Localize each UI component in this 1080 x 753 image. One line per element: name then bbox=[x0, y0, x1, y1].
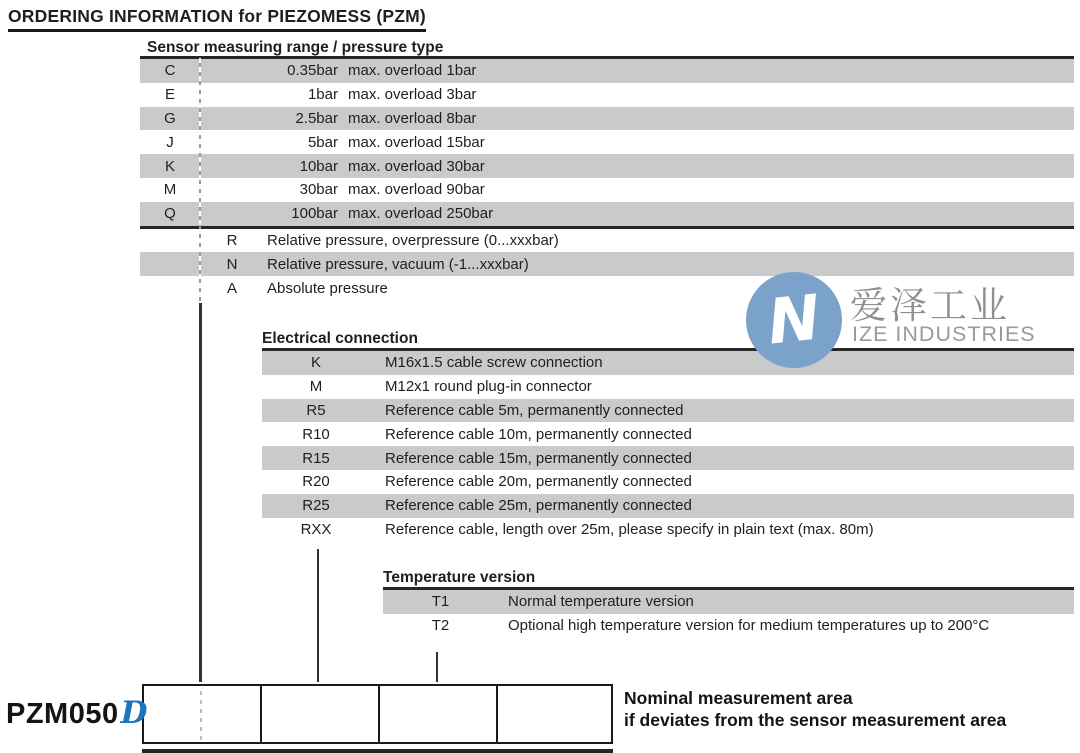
connection-code: R25 bbox=[302, 497, 330, 515]
model-code bbox=[6, 695, 148, 731]
range-overload: max. overload 1bar bbox=[348, 62, 477, 80]
connection-label: Reference cable 5m, permanently connected bbox=[385, 401, 684, 419]
range-overload: max. overload 250bar bbox=[348, 205, 494, 223]
table-row bbox=[140, 154, 1074, 178]
connection-label: Reference cable, length over 25m, please specify in plain text (max. 80m) bbox=[385, 520, 874, 538]
connector-line-pressure bbox=[199, 303, 202, 682]
range-value: 10bar bbox=[299, 157, 338, 175]
temperature-version-table bbox=[383, 587, 1074, 638]
connection-code: K bbox=[310, 354, 321, 372]
company-logo bbox=[744, 270, 1080, 375]
logo-cycle-arrows-icon bbox=[744, 270, 844, 370]
connection-label: Reference cable 15m, permanently connected bbox=[385, 449, 692, 467]
pressure-type-code: R bbox=[226, 231, 238, 249]
table-row bbox=[383, 614, 1074, 638]
connection-label: M16x1.5 cable screw connection bbox=[385, 354, 603, 372]
electrical-connection-table bbox=[262, 348, 1074, 541]
table-row bbox=[262, 518, 1074, 542]
pressure-type-label: Absolute pressure bbox=[267, 279, 388, 297]
range-value: 5bar bbox=[307, 133, 338, 151]
page-title: ORDERING INFORMATION for PIEZOMESS (PZM) bbox=[8, 6, 426, 32]
temperature-section-heading: Temperature version bbox=[383, 569, 536, 586]
range-code: J bbox=[166, 133, 174, 151]
nominal-measurement-note bbox=[624, 687, 1006, 731]
range-value: 0.35bar bbox=[287, 62, 338, 80]
connection-code: R20 bbox=[302, 473, 330, 491]
range-overload: max. overload 30bar bbox=[348, 157, 485, 175]
table-row bbox=[140, 229, 1074, 253]
box-divider bbox=[496, 686, 499, 742]
sensor-section-heading: Sensor measuring range / pressure type bbox=[147, 39, 444, 56]
pressure-type-label: Relative pressure, vacuum (-1...xxxbar) bbox=[267, 255, 529, 273]
table-row bbox=[262, 494, 1074, 518]
range-value: 30bar bbox=[299, 181, 338, 199]
connection-label: Reference cable 10m, permanently connected bbox=[385, 425, 692, 443]
range-value: 1bar bbox=[307, 86, 338, 104]
temperature-code: T2 bbox=[431, 617, 450, 635]
range-code: G bbox=[164, 109, 176, 127]
svg-text:N: N bbox=[764, 280, 824, 359]
range-value: 100bar bbox=[291, 205, 338, 223]
connector-line-electrical bbox=[317, 549, 320, 682]
logo-chinese-text: 爱泽工业 bbox=[850, 284, 1010, 327]
note-line-1: Nominal measurement area bbox=[624, 688, 853, 708]
connection-code: R5 bbox=[306, 401, 326, 419]
pressure-range-table bbox=[140, 56, 1074, 300]
connector-line-temperature bbox=[436, 652, 439, 682]
box-divider bbox=[260, 686, 263, 742]
table-row bbox=[140, 178, 1074, 202]
connection-code: R10 bbox=[302, 425, 330, 443]
connection-label: Reference cable 25m, permanently connected bbox=[385, 497, 692, 515]
order-code-boxes bbox=[142, 684, 613, 744]
table-row bbox=[262, 446, 1074, 470]
range-value: 2.5bar bbox=[295, 109, 338, 127]
connection-code: M bbox=[309, 378, 323, 396]
electrical-section-heading: Electrical connection bbox=[262, 330, 418, 347]
connection-label: M12x1 round plug-in connector bbox=[385, 378, 592, 396]
temperature-label: Normal temperature version bbox=[508, 593, 694, 611]
range-code: M bbox=[163, 181, 177, 199]
logo-english-text: IZE INDUSTRIES bbox=[852, 322, 1036, 346]
next-row-cutoff-line bbox=[142, 749, 613, 753]
box-divider bbox=[378, 686, 381, 742]
table-row bbox=[140, 130, 1074, 154]
table-row bbox=[262, 375, 1074, 399]
table-row bbox=[140, 83, 1074, 107]
pressure-type-label: Relative pressure, overpressure (0...xxxbar) bbox=[267, 231, 559, 249]
range-overload: max. overload 3bar bbox=[348, 86, 477, 104]
connection-label: Reference cable 20m, permanently connected bbox=[385, 473, 692, 491]
table-row bbox=[262, 422, 1074, 446]
range-overload: max. overload 8bar bbox=[348, 109, 477, 127]
table-row bbox=[140, 107, 1074, 131]
table-row bbox=[140, 59, 1074, 83]
range-code: E bbox=[164, 86, 175, 104]
connection-code: R15 bbox=[302, 449, 330, 467]
range-code: K bbox=[164, 157, 175, 175]
model-code-suffix: D bbox=[120, 695, 148, 731]
model-code-base: PZM050 bbox=[6, 698, 119, 730]
table-row bbox=[140, 202, 1074, 226]
pressure-type-code: A bbox=[226, 279, 237, 297]
range-overload: max. overload 15bar bbox=[348, 133, 485, 151]
pressure-type-code: N bbox=[226, 255, 238, 273]
table-row bbox=[262, 399, 1074, 423]
column-separator-dashed bbox=[199, 58, 201, 301]
temperature-code: T1 bbox=[431, 593, 450, 611]
range-overload: max. overload 90bar bbox=[348, 181, 485, 199]
temperature-label: Optional high temperature version for medium temperatures up to 200°C bbox=[508, 617, 990, 635]
box-dashed-divider bbox=[200, 686, 202, 742]
note-line-2: if deviates from the sensor measurement area bbox=[624, 710, 1007, 730]
range-code: C bbox=[164, 62, 176, 80]
connection-code: RXX bbox=[300, 520, 332, 538]
table-row bbox=[262, 470, 1074, 494]
table-row bbox=[383, 590, 1074, 614]
range-code: Q bbox=[164, 205, 176, 223]
